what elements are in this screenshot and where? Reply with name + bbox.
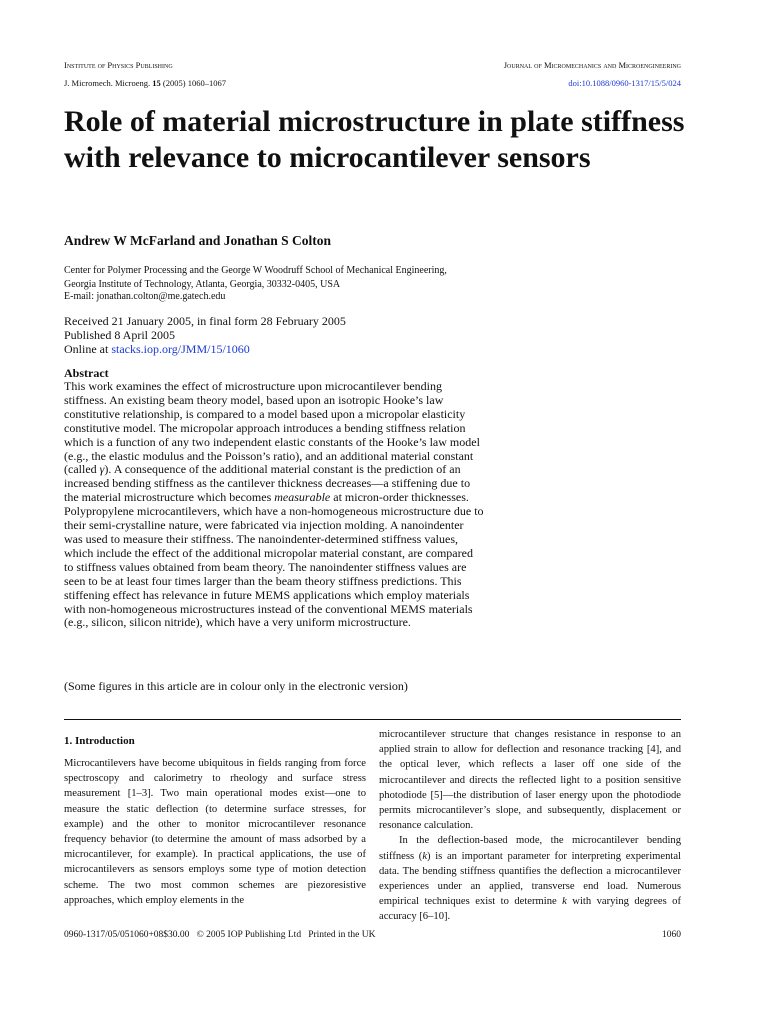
publication-dates <box>64 314 346 356</box>
paragraph: Microcantilevers have become ubiquitous in fields ranging from force spectroscopy and calorimetry to rheology and surface stress measurement [1–3]. Two main operational modes exist—one to measure the static deflection (to determine surface stresses, for example) and the other to monitor microcantilever resonance frequency behavior (to determine the amount of mass adsorbed by a microcantilever, for example). In practical applications, the use of microcantilevers as sensors employs some type of motion detection scheme. The two most common schemes are piezoresistive approaches, which employ elements in the <box>64 758 366 906</box>
paper-title: Role of material microstructure in plate stiffness with relevance to microcantilever sensors <box>64 105 685 174</box>
symbol-k: k <box>562 896 567 908</box>
citation-volume: 15 <box>152 78 161 88</box>
symbol-k: k <box>422 850 428 862</box>
doi-link[interactable]: doi:10.1088/0960-1317/15/5/024 <box>568 78 681 88</box>
publisher-name: Institute of Physics Publishing <box>64 60 173 70</box>
paragraph: microcantilever structure that changes resistance in response to an applied strain to allow for deflection and resonance tracking [4], and the optical lever, which reflects a laser off one side of the microcantilever and directs the reflected light to a position sensitive photodiode [5]—the distribution of laser energy upon the photodiode permits microcantilever’s slope, and subsequently, displacement or resonance calculation. <box>379 729 681 832</box>
journal-name: Journal of Micromechanics and Microengineering <box>503 60 681 70</box>
colour-note: (Some figures in this article are in colour only in the electronic version) <box>64 679 408 693</box>
section-heading: 1. Introduction <box>64 735 135 747</box>
authors: Andrew W McFarland and Jonathan S Colton <box>64 233 332 248</box>
online-line: Online at stacks.iop.org/JMM/15/1060 <box>64 342 250 356</box>
abstract-heading: Abstract <box>64 366 109 380</box>
email: E-mail: jonathan.colton@me.gatech.edu <box>64 291 226 302</box>
online-link[interactable]: stacks.iop.org/JMM/15/1060 <box>111 342 250 356</box>
running-header <box>64 60 681 71</box>
section-divider <box>64 719 681 720</box>
right-column <box>379 727 681 925</box>
published-date: Published 8 April 2005 <box>64 328 176 342</box>
copyright: © 2005 IOP Publishing Ltd <box>196 930 302 940</box>
affiliation: Center for Polymer Processing and the George W Woodruff School of Mechanical Engineering, Georgia Institute of Technology, Atlanta, Georgia, 30332-0405, USA <box>64 265 447 290</box>
footer-info <box>64 929 376 941</box>
page-number: 1060 <box>662 930 681 940</box>
gamma-symbol: γ <box>99 462 105 477</box>
emphasis: measurable <box>274 490 331 505</box>
issn-code: 0960-1317/05/051060+08$30.00 <box>64 930 190 940</box>
left-column <box>64 756 366 908</box>
received-date: Received 21 January 2005, in final form 28 February 2005 <box>64 314 346 328</box>
printed-in: Printed in the UK <box>308 930 376 940</box>
abstract-body: This work examines the effect of microstructure upon microcantilever bending stiffness. An existing beam theory model, based upon an isotropic Hooke’s law constitutive relationship, is compared to a model based upon a micropolar elasticity constitutive model. The micropolar approach introduces a bending stiffness relation which is a function of any two independent elastic constants of the Hooke’s law model (e.g., the elastic modulus and the Poisson’s ratio), and an additional material constant (called γ). A consequence of the additional material constant is the prediction of an increased bending stiffness as the cantilever thickness decreases—a stiffening due to the material microstructure which becomes measurable at micron-order thicknesses. Polypropylene microcantilevers, which have a non-homogeneous microstructure due to their semi-crystalline nature, were fabricated via injection molding. A nanoindenter was used to measure their stiffness. The nanoindenter-determined stiffness values, which include the effect of the additional micropolar material constant, are compared to stiffness values obtained from beam theory. The nanoindenter stiffness values are seen to be at least four times larger than the beam theory stiffness predictions. This stiffening effect has relevance in future MEMS applications which employ materials with non-homogeneous microstructures instead of the conventional MEMS materials (e.g., silicon, silicon nitride), which have a very uniform microstructure. <box>64 379 484 630</box>
page-footer <box>64 929 681 941</box>
citation: J. Micromech. Microeng. 15 (2005) 1060–1067 <box>64 78 226 88</box>
citation-line <box>64 78 681 89</box>
paragraph: In the deflection-based mode, the microcantilever bending stiffness (k) is an important parameter for interpreting experimental data. The bending stiffness quantifies the deflection a microcantilever experiences under an applied, transverse end load. Numerous empirical techniques exist to determine k with varying degrees of accuracy [6–10]. <box>379 835 681 923</box>
